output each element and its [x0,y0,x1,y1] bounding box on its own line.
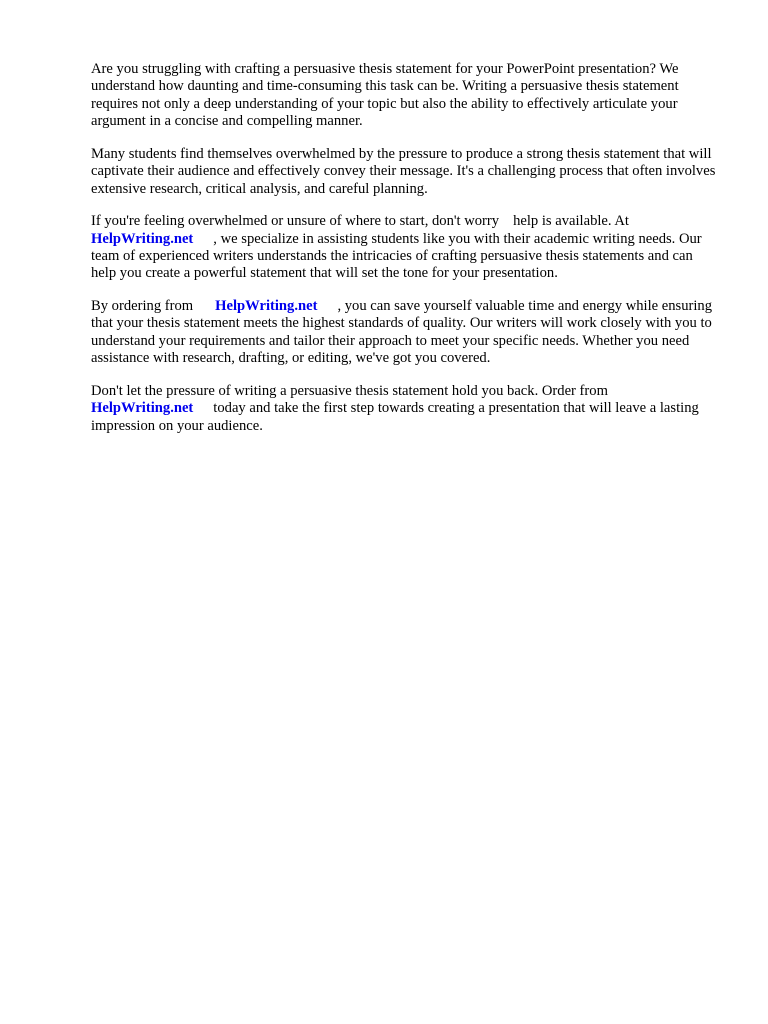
paragraph-ordering-text-start: By ordering from [91,298,194,315]
helpwriting-link[interactable]: HelpWriting.net [91,400,194,417]
helpwriting-link[interactable]: HelpWriting.net [215,298,318,315]
paragraph-ordering-text-end: , you can save yourself valuable time and energy while ensuring that your thesis statement meets the highest standards of quality. Our writers will work closely with you to understand your requirements and tailor their approach to meet your specific needs. Whether you need assistance with research, drafting, or editing, we've got you covered. [91,298,713,367]
paragraph-overwhelmed: Many students find themselves overwhelmed by the pressure to produce a strong thesis statement that will captivate their audience and effectively convey their message. It's a challenging process that often involves extensive research, critical analysis, and careful planning. [91,145,716,197]
paragraph-help-available-text-middle: help is available. At [513,213,629,230]
helpwriting-link[interactable]: HelpWriting.net [91,230,194,247]
document-body [91,61,721,450]
paragraph-help-available-text-start: If you're feeling overwhelmed or unsure of where to start, don't worry [91,213,500,230]
paragraph-closing-text-end: today and take the first step towards creating a presentation that will leave a lasting impression on your audience. [91,400,699,434]
paragraph-intro: Are you struggling with crafting a persuasive thesis statement for your PowerPoint presentation? We understand how daunting and time-consuming this task can be. Writing a persuasive thesis statement requires not only a deep understanding of your topic but also the ability to effectively articulate your argument in a concise and compelling manner. [91,61,679,130]
paragraph-closing [91,383,721,435]
paragraph-closing-text-start: Don't let the pressure of writing a persuasive thesis statement hold you back. Order from [91,382,608,399]
paragraph-ordering [91,298,721,368]
paragraph-help-available-text-end: , we specialize in assisting students like you with their academic writing needs. Our team of experienced writers understands the intricacies of crafting persuasive thesis statements and can help you create a powerful statement that will set the tone for your presentation. [91,230,702,282]
paragraph-help-available [91,213,721,283]
